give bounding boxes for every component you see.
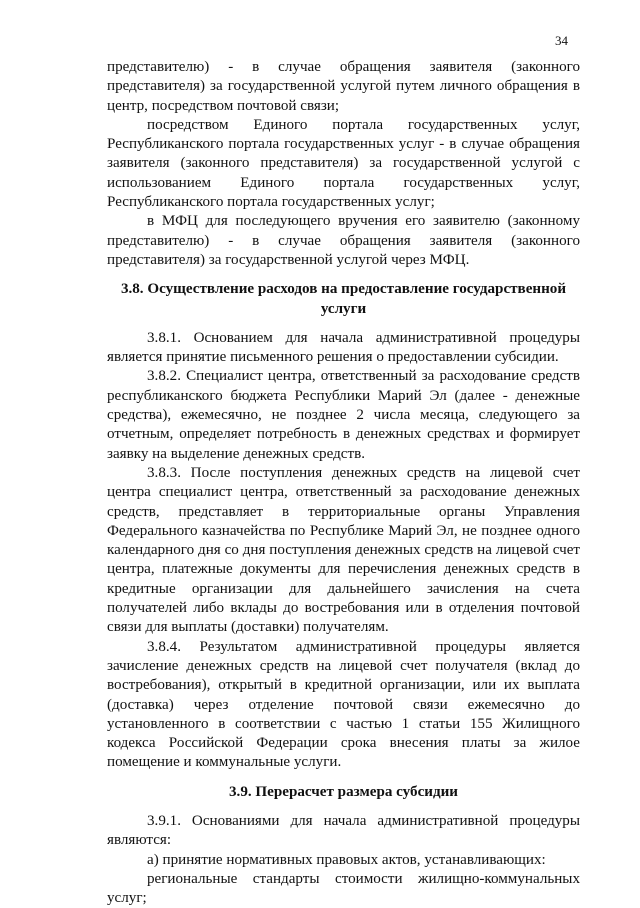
- paragraph: в МФЦ для последующего вручения его заявителю (законному представителю) - в случае обращения заявителя (законного представителя) за государственной услугой через МФЦ.: [107, 213, 580, 268]
- paragraph-3-8-3: 3.8.3. После поступления денежных средств на лицевой счет центра специалист центра, ответственный за расходование денежных средств, представляет в территориальные органы Управления Федерального казначейства по Республике Марий Эл, не позднее одного календарного дня со дня поступления денежных средств на лицевой счет центра, платежные документы для перечисления денежных средств в кредитные организации для дальнейшего зачисления на счета получателей либо вклады до востребования или в отделения почтовой связи для выплаты (доставки) получателям.: [107, 464, 580, 636]
- section-heading-3-8: 3.8. Осуществление расходов на предоставление государственной услуги: [120, 281, 567, 317]
- document-body: [107, 58, 580, 908]
- paragraph: посредством Единого портала государственных услуг, Республиканского портала государственных услуг - в случае обращения заявителя (законного представителя) за государственной услугой с использованием Единого портала государственных услуг, Республиканского портала государственных услуг;: [107, 116, 580, 211]
- paragraph-item-a: а) принятие нормативных правовых актов, устанавливающих:: [147, 851, 546, 868]
- paragraph: представителю) - в случае обращения заявителя (законного представителя) за государственной услугой путем личного обращения в центр, посредством почтовой связи;: [107, 59, 580, 114]
- page-number: 34: [555, 33, 568, 48]
- paragraph-3-8-2: 3.8.2. Специалист центра, ответственный за расходование средств республиканского бюджета Республики Марий Эл (далее - денежные средства), ежемесячно, не позднее 2 числа месяца, следующего за отчетным, определяет потребность в денежных средствах и формирует заявку на выделение денежных средств.: [107, 368, 580, 462]
- section-heading-3-9: 3.9. Перерасчет размера субсидии: [229, 783, 458, 800]
- paragraph-3-9-1: 3.9.1. Основаниями для начала административной процедуры являются:: [107, 812, 580, 849]
- paragraph-3-8-4: 3.8.4. Результатом административной процедуры является зачисление денежных средств на лицевой счет получателя (вклад до востребования), открытый в кредитной организации, или их выплата (доставка) через отделение почтовой связи ежемесячно до установленного в соответствии с частью 1 статьи 155 Жилищного кодекса Российской Федерации срока внесения платы за жилое помещение и коммунальные услуги.: [107, 638, 580, 771]
- paragraph: региональные стандарты стоимости жилищно-коммунальных услуг;: [107, 870, 580, 907]
- paragraph-3-8-1: 3.8.1. Основанием для начала административной процедуры является принятие письменного решения о предоставлении субсидии.: [107, 329, 580, 366]
